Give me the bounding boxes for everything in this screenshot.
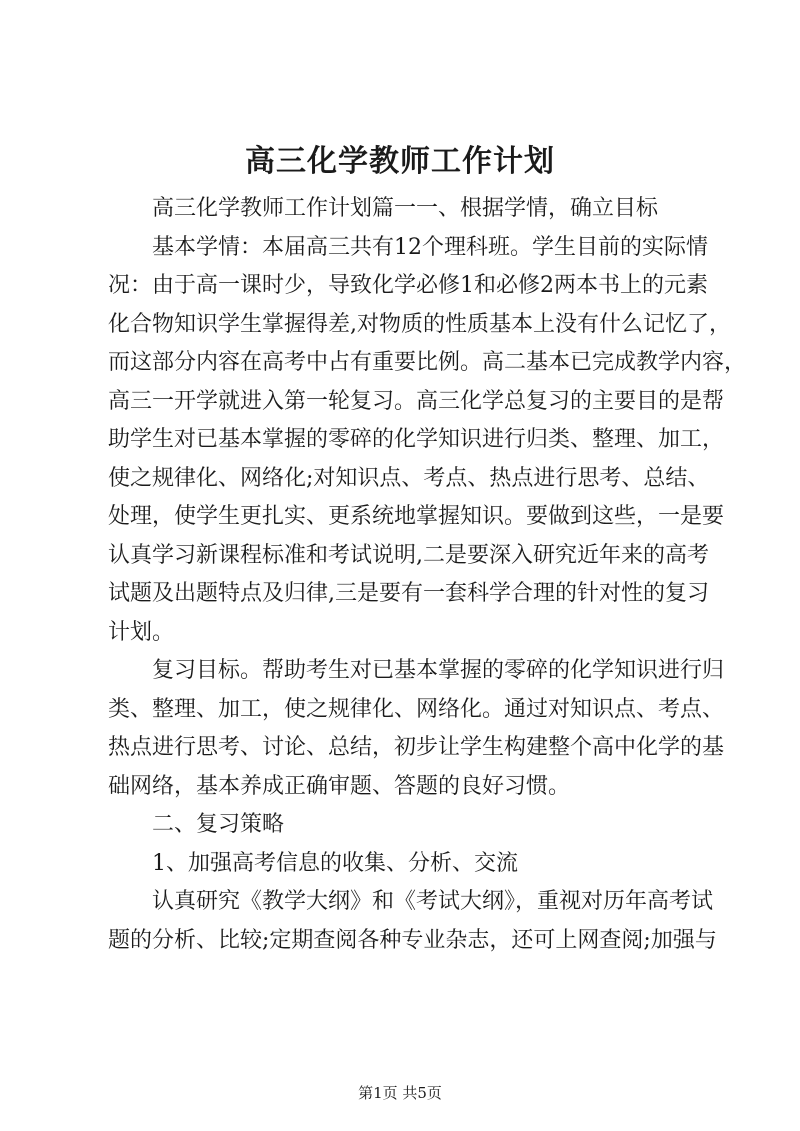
- text-line: 化合物知识学生掌握得差,对物质的性质基本上没有什么记忆了，: [108, 311, 731, 337]
- text-line: 础网络，基本养成正确审题、答题的良好习惯。: [108, 773, 571, 799]
- text-line: 处理，使学生更扎实、更系统地掌握知识。要做到这些，一是要: [108, 504, 725, 529]
- text-line: 基本学情：本届高三共有12个理科班。学生目前的实际情: [152, 234, 708, 260]
- section-heading: 二、复习策略: [152, 812, 285, 837]
- text-line: 而这部分内容在高考中占有重要比例。高二基本已完成教学内容，: [108, 350, 747, 375]
- text-line: 复习目标。帮助考生对已基本掌握的零碎的化学知识进行归: [152, 658, 725, 683]
- document-body: [108, 190, 747, 960]
- text-line: 助学生对已基本掌握的零碎的化学知识进行归类、整理、加工，: [108, 427, 725, 452]
- text-line: 类、整理、加工，使之规律化、网络化。通过对知识点、考点、: [108, 696, 725, 722]
- text-line: 热点进行思考、讨论、总结，初步让学生构建整个高中化学的基: [108, 735, 725, 760]
- text-line: 认真学习新课程标准和考试说明,二是要深入研究近年来的高考: [108, 542, 709, 568]
- text-line: 计划。: [108, 619, 175, 645]
- text-line: 题的分析、比较;定期查阅各种专业杂志，还可上网查阅;加强与: [108, 927, 717, 953]
- subsection-heading: 1、加强高考信息的收集、分析、交流: [152, 850, 518, 876]
- text-line: 试题及出题特点及归律,三是要有一套科学合理的针对性的复习: [108, 581, 709, 606]
- text-line: 高三一开学就进入第一轮复习。高三化学总复习的主要目的是帮: [108, 388, 725, 414]
- document-title: 高三化学教师工作计划: [245, 144, 555, 179]
- text-line: 况：由于高一课时少，导致化学必修1和必修2两本书上的元素: [108, 273, 708, 298]
- text-line: 认真研究《教学大纲》和《考试大纲》，重视对历年高考试: [152, 889, 714, 914]
- page-footer: 第1页 共5页: [358, 1084, 442, 1102]
- text-line: 高三化学教师工作计划篇一一、根据学情，确立目标: [152, 196, 659, 221]
- text-line: 使之规律化、网络化;对知识点、考点、热点进行思考、总结、: [108, 465, 710, 491]
